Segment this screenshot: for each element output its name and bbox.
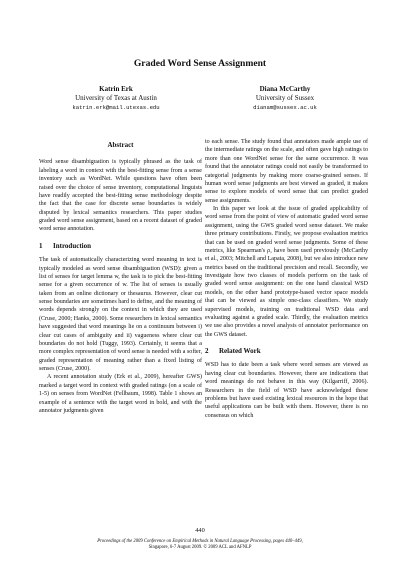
right-column	[205, 138, 368, 420]
section-title: Related Work	[219, 347, 261, 355]
author-name: Katrin Erk	[99, 85, 133, 93]
paragraph: to each sense. The study found that annotators made ample use of the intermediate ratings on the scale, and often gave high ratings to more than one WordNet sense for the same occurrence. It was found that the annotator ratings could not easily be transformed to categorial judgments by making more coarse-grained senses. If human word sense judgments are best viewed as graded, it makes sense to explore models of word sense that can predict graded sense assignments.	[205, 139, 368, 204]
author-affiliation: University of Texas at Austin	[75, 94, 157, 103]
author-email: dianam@sussex.ac.uk	[253, 104, 317, 112]
footer-proceedings: Proceedings of the 2009 Conference on Empirical Methods in Natural Language Processing, pages 440–449,	[97, 539, 303, 544]
paragraph: In this paper we look at the issue of graded applicability of word sense from the point of view of automatic graded word sense assignment, using the GWS graded word sense dataset. We make three primary contributions. Firstly, we propose evaluation metrics that can be used on graded word sense judgments. Some of these metrics, like Spearman's ρ, have been used previously (McCarthy et al., 2003; Mitchell and Lapata, 2008), but we also introduce new metrics based on the traditional precision and recall. Secondly, we investigate how two classes of models perform on the task of graded word sense assignment: on the one hand classical WSD models, on the other hand prototype-based vector space models that can be viewed as simple one-class classifiers. We study supervised models, training on traditional WSD data and evaluating against a graded scale. Thirdly, the evaluation metrics we use also provides a novel analysis of annotator performance on the GWS dataset.	[205, 206, 368, 338]
paragraph: WSD has to date been a task where word senses are viewed as having clear cut boundaries. However, there are indications that word meanings do not behave in this way (Kilgarriff, 2006). Researchers in the field of WSD have acknowledged these problems but have used existing lexical resources in the hope that useful applications can be built with them. However, there is no consensus on which	[205, 362, 368, 419]
author-block	[210, 85, 360, 113]
section-number: 2	[205, 347, 209, 355]
section-number: 1	[39, 241, 43, 250]
author-block	[41, 85, 191, 113]
paragraph: A recent annotation study (Erk et al., 2009), hereafter GWS) marked a target word in context with graded ratings (on a scale of 1-5) on senses from WordNet (Fellbaum, 1998). Table 1 shows an example of a sentence with the target word in bold, and with the annotator judgments given	[39, 374, 202, 414]
paper-title: Graded Word Sense Assignment	[133, 58, 267, 69]
section-title: Introduction	[53, 241, 91, 250]
section-heading	[205, 347, 368, 355]
section-heading	[39, 242, 202, 250]
page-number: 440	[195, 527, 205, 534]
abstract-text: Word sense disambiguation is typically phrased as the task of labeling a word in context with the best-fitting sense from a sense inventory such as WordNet. While questions have often been raised over the choice of sense inventory, computational linguists have readily accepted the best-fitting sense methodology despite the fact that the case for discrete sense boundaries is widely disputed by lexical semantics researchers. This paper studies graded word sense assignment, based on a recent dataset of graded word sense annotation.	[39, 159, 202, 233]
abstract-heading: Abstract	[107, 141, 134, 149]
footer-venue: Singapore, 6-7 August 2009. © 2009 ACL and AFNLP	[148, 545, 252, 550]
paragraph: The task of automatically characterizing word meaning in text is typically modeled as word sense disambiguation (WSD): given a list of senses for target lemma w, the task is to pick the best-fitting sense for a given occurrence of w. The list of senses is usually taken from an online dictionary or thesaurus. However, clear cut sense boundaries are sometimes hard to define, and the meaning of words depends strongly on the context in which they are used (Cruse, 2000; Hanks, 2000). Some researchers in lexical semantics have suggested that word meanings lie on a continuum between i) clear cut cases of ambiguity and ii) vagueness where clear cut boundaries do not hold (Tuggy, 1993). Certainly, it seems that a more complex representation of word sense is needed with a softer, graded representation of meaning rather than a fixed listing of senses (Cruse, 2000).	[39, 257, 202, 372]
page-footer	[0, 539, 400, 551]
author-affiliation: University of Sussex	[255, 94, 315, 103]
author-name: Diana McCarthy	[259, 85, 311, 93]
left-column	[39, 141, 202, 415]
author-email: katrin.erk@mail.utexas.edu	[72, 104, 160, 112]
